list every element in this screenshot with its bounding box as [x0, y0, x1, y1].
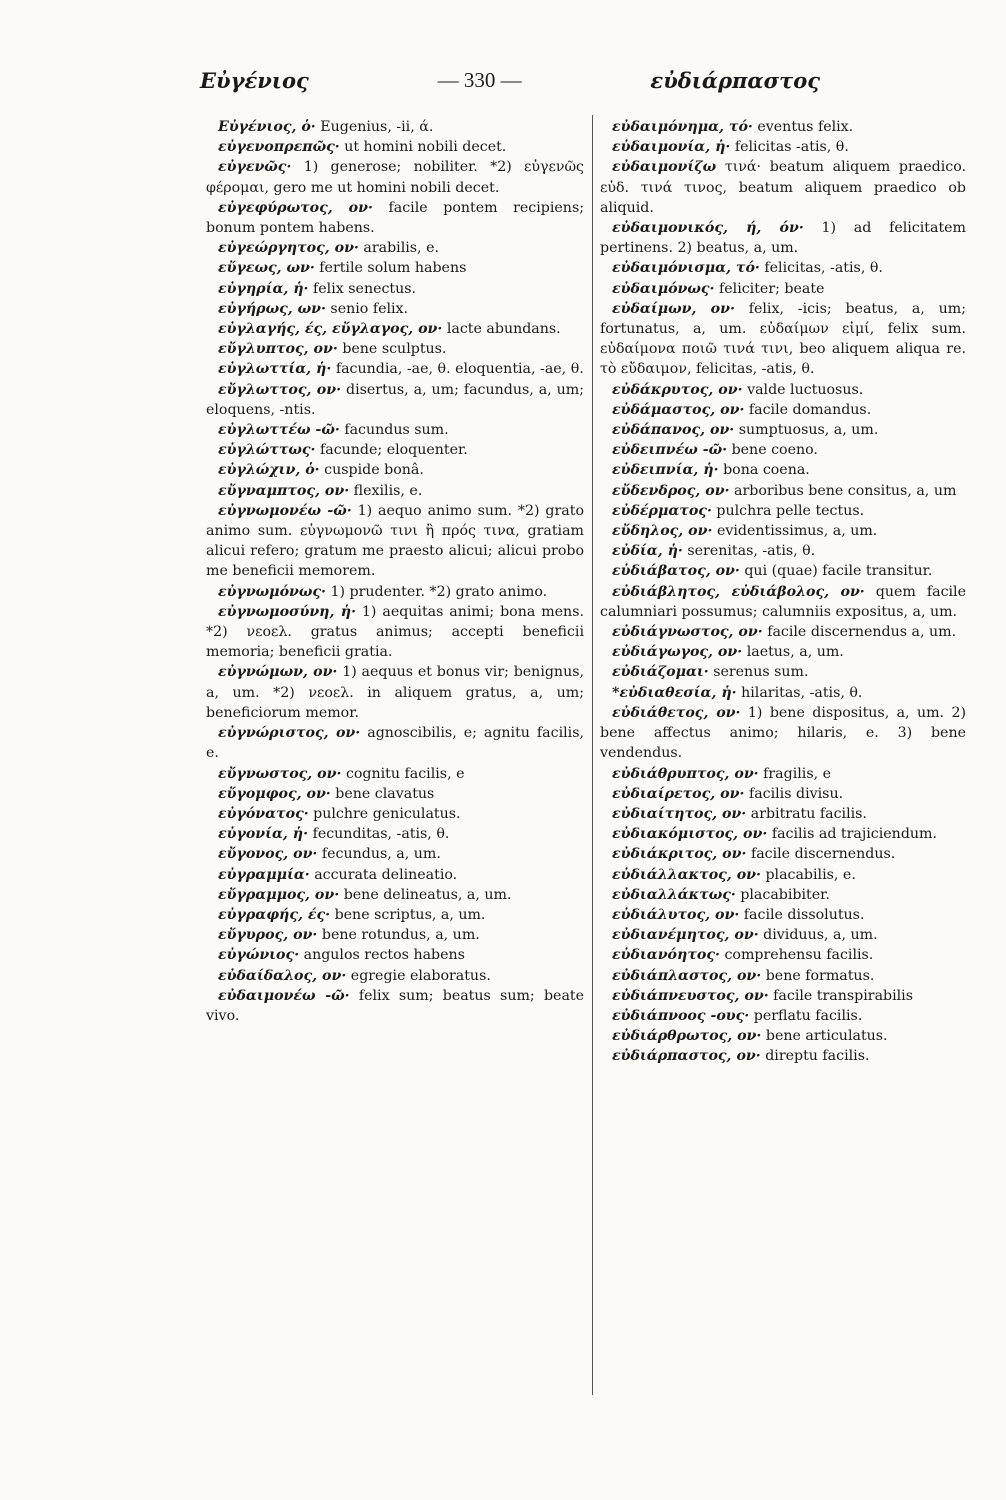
entry-definition: bene clavatus [335, 785, 435, 802]
entry-definition: angulos rectos habens [303, 947, 465, 964]
dictionary-entry [206, 582, 584, 602]
dictionary-entry [206, 844, 584, 864]
entry-headword: εὐδιαίρετος, ον· [612, 785, 745, 802]
entry-definition: bene rotundus, a, um. [321, 927, 480, 944]
dictionary-entry [600, 804, 966, 824]
entry-headword: εὔγεως, ων· [218, 260, 315, 277]
entry-definition: τινά· beatum aliquem praedico. εὐδ. τινά τινος, beatum aliquem praedico ob aliquid. [600, 159, 966, 216]
entry-headword: εὔδενδρος, ον· [612, 482, 730, 499]
entry-headword: εὐγεώργητος, ον· [218, 240, 359, 257]
entry-definition: arabilis, e. [363, 240, 439, 257]
entry-definition: quem facile calumniari possumus; calumniis expositus, a, um. [600, 583, 966, 620]
dictionary-entry [600, 157, 966, 218]
entry-definition: egregie elaboratus. [350, 967, 491, 984]
dictionary-entry [206, 440, 584, 460]
entry-headword: εὐγλωττέω -ῶ· [218, 422, 340, 439]
entry-definition: 1) generose; nobiliter. *2) εὐγενῶς φέρομαι, gero me ut homini nobili decet. [206, 159, 584, 196]
dictionary-entry [206, 764, 584, 784]
dictionary-entry [600, 279, 966, 299]
dictionary-entry [600, 1026, 966, 1046]
dictionary-entry [600, 865, 966, 885]
dictionary-entry [600, 1046, 966, 1066]
entry-definition: facile discernendus a, um. [767, 624, 957, 641]
dictionary-entry [206, 319, 584, 339]
entry-definition: bene formatus. [765, 967, 875, 984]
entry-headword: εὔγναμπτος, ον· [218, 482, 350, 499]
dictionary-entry [600, 925, 966, 945]
entry-headword: εὐδιάζομαι· [612, 664, 709, 681]
entry-headword: εὐδαιμόνημα, τό· [612, 119, 753, 135]
entry-definition: Eugenius, -ii, ά. [320, 119, 434, 135]
entry-headword: εὐδία, ἡ· [612, 543, 683, 560]
entry-headword: εὐδιανόητος· [612, 947, 720, 964]
entry-headword: εὔδηλος, ον· [612, 523, 713, 540]
entry-definition: facundia, -ae, θ. eloquentia, -ae, θ. [335, 361, 584, 378]
dictionary-entry [600, 622, 966, 642]
entry-headword: εὐγνώριστος, ον· [218, 725, 361, 742]
dictionary-entry [600, 460, 966, 480]
entry-definition: 1) bene dispositus, a, um. 2) bene affectus animo; hilaris, e. 3) bene vendendus. [600, 704, 966, 762]
entry-definition: 1) aequo animo sum. *2) grato animo sum. εὐγνωμονῶ τινι ἢ πρός τινα, gratiam alicui refero; gratum me praesto alicui; alicui probo me beneficii memorem. [206, 502, 584, 580]
entry-definition: serenitas, -atis, θ. [687, 543, 816, 560]
entry-headword: εὐδιάγνωστος, ον· [612, 624, 763, 641]
entry-definition: 1) prudenter. *2) grato animo. [330, 583, 548, 600]
entry-headword: εὐδειπνέω -ῶ· [612, 442, 728, 459]
entry-headword: εὐδιάρθρωτος, ον· [612, 1028, 762, 1045]
dictionary-entry [600, 683, 966, 703]
entry-headword: εὐγνωμόνως· [218, 583, 326, 600]
entry-definition: perflatu facilis. [753, 1007, 863, 1024]
dictionary-entry [600, 703, 966, 764]
header-right-word: εὐδιάρπαστος [650, 67, 820, 93]
dictionary-entry [206, 481, 584, 501]
entry-headword: εὐγλώττως· [218, 442, 316, 459]
entry-headword: εὔγλυπτος, ον· [218, 341, 338, 358]
dictionary-entry [206, 945, 584, 965]
dictionary-entry [600, 986, 966, 1006]
entry-definition: bona coena. [723, 462, 810, 479]
dictionary-entry [206, 784, 584, 804]
dictionary-entry [600, 521, 966, 541]
dictionary-entry [600, 844, 966, 864]
entry-definition: facile pontem recipiens; bonum pontem habens. [206, 199, 584, 237]
dictionary-entry [600, 420, 966, 440]
entry-definition: facile dissolutus. [743, 906, 865, 923]
entry-definition: fragilis, e [763, 765, 832, 782]
entry-headword: εὔγυρος, ον· [218, 927, 318, 944]
entry-headword: εὐδέρματος· [612, 502, 712, 519]
entry-headword: εὐδιάθρυπτος, ον· [612, 765, 759, 782]
entry-definition: disertus, a, um; facundus, a, um; eloquens, -ntis. [206, 381, 584, 418]
entry-headword: εὐδάπανος, ον· [612, 422, 735, 439]
dictionary-entry [600, 137, 966, 157]
entry-headword: εὐγενοπρεπῶς· [218, 139, 340, 156]
entry-headword: εὐδαιμονία, ἡ· [612, 139, 731, 156]
dictionary-entry [600, 501, 966, 521]
dictionary-entry [206, 723, 584, 763]
entry-headword: εὔγλωττος, ον· [218, 381, 342, 398]
dictionary-entry [206, 258, 584, 278]
entry-headword: εὐδαιμονίζω [612, 159, 717, 176]
entry-definition: facile domandus. [748, 401, 872, 418]
entry-definition: sumptuosus, a, um. [738, 422, 879, 439]
dictionary-entry [206, 501, 584, 582]
entry-definition: facilis ad trajiciendum. [771, 826, 937, 843]
entry-definition: bene coeno. [731, 442, 818, 459]
entry-definition: cognitu facilis, e [345, 765, 465, 782]
entry-definition: bene articulatus. [765, 1028, 888, 1045]
entry-headword: εὐδιάλλακτος, ον· [612, 866, 761, 883]
dictionary-entry [206, 117, 584, 137]
entry-headword: εὐδάκρυτος, ον· [612, 381, 743, 398]
entry-headword: εὐδιάπνοος -ους· [612, 1007, 750, 1024]
dictionary-entry [600, 662, 966, 682]
dictionary-entry [600, 824, 966, 844]
page-header [200, 62, 820, 98]
entry-headword: εὐδαίμων, ον· [612, 300, 735, 317]
dictionary-entry [600, 258, 966, 278]
entry-definition: dividuus, a, um. [763, 927, 878, 944]
entry-headword: εὐγεφύρωτος, ον· [218, 199, 373, 216]
entry-definition: placabibiter. [740, 886, 830, 903]
entry-definition: pulchre geniculatus. [313, 805, 461, 822]
dictionary-entry [206, 339, 584, 359]
entry-definition: feliciter; beate [719, 280, 825, 297]
entry-definition: fecundus, a, um. [321, 846, 441, 863]
entry-definition: facunde; eloquenter. [320, 442, 468, 459]
dictionary-entry [600, 784, 966, 804]
entry-headword: εὐγραμμία· [218, 866, 310, 883]
entry-definition: placabilis, e. [765, 866, 856, 883]
entry-definition: valde luctuosus. [747, 381, 864, 398]
entry-headword: *εὐδιαθεσία, ἡ· [612, 684, 737, 701]
entry-headword: εὐδιάπνευστος, ον· [612, 987, 769, 1004]
entry-headword: εὐγλωττία, ἡ· [218, 361, 332, 378]
entry-definition: cuspide bonâ. [324, 462, 424, 479]
entry-definition: eventus felix. [757, 119, 854, 135]
entry-definition: comprehensu facilis. [724, 947, 874, 964]
dictionary-entry [600, 481, 966, 501]
dictionary-entry [600, 582, 966, 622]
entry-definition: serenus sum. [713, 664, 809, 681]
dictionary-entry [206, 905, 584, 925]
entry-headword: εὐγώνιος· [218, 947, 300, 964]
entry-definition: flexilis, e. [353, 482, 423, 499]
entry-definition: felicitas, -atis, θ. [764, 260, 883, 277]
dictionary-entry [206, 198, 584, 238]
entry-definition: bene sculptus. [342, 341, 447, 358]
entry-headword: εὐγνωμοσύνη, ἡ· [218, 603, 357, 620]
entry-headword: εὐδάμαστος, ον· [612, 401, 745, 418]
entry-headword: εὐγονία, ἡ· [218, 826, 309, 843]
entry-headword: εὐγηρία, ἡ· [218, 280, 309, 297]
dictionary-entry [206, 359, 584, 379]
entry-headword: εὐδιακόμιστος, ον· [612, 826, 768, 843]
entry-headword: εὐδαιμονέω -ῶ· [218, 987, 350, 1004]
dictionary-entry [206, 865, 584, 885]
column-divider [592, 115, 593, 1395]
entry-definition: arboribus bene consitus, a, um [734, 482, 957, 499]
right-column [600, 117, 966, 1397]
entry-headword: εὐδιάρπαστος, ον· [612, 1048, 761, 1065]
entry-definition: 1) aequitas animi; bona mens. *2) νεοελ. gratus animus; accepti beneficii memoria; beneficii gratia. [206, 603, 584, 661]
entry-headword: εὐδειπνία, ἡ· [612, 462, 719, 479]
entry-headword: εὐγόνατος· [218, 805, 309, 822]
dictionary-entry [206, 279, 584, 299]
entry-definition: felix, -icis; beatus, a, um; fortunatus, a, um. εὐδαίμων εἰμί, felix sum. εὐδαίμονα ποιῶ τινά τινι, beo aliquem aliqua re. τὸ εὔδαιμον, felicitas, -atis, θ. [600, 300, 966, 378]
page-number: — 330 — [437, 67, 522, 92]
entry-headword: εὐδιανέμητος, ον· [612, 927, 759, 944]
entry-definition: 1) ad felicitatem pertinens. 2) beatus, a, um. [600, 220, 966, 257]
entry-headword: εὐγήρως, ων· [218, 300, 326, 317]
entry-headword: εὐδαίδαλος, ον· [218, 967, 347, 984]
dictionary-entry [600, 299, 966, 380]
dictionary-entry [600, 541, 966, 561]
dictionary-entry [600, 380, 966, 400]
left-column [206, 117, 584, 1397]
entry-headword: εὔγομφος, ον· [218, 785, 331, 802]
dictionary-entry [600, 642, 966, 662]
dictionary-entry [600, 764, 966, 784]
dictionary-entry [206, 925, 584, 945]
dictionary-entry [206, 662, 584, 723]
entry-headword: εὐδιάκριτος, ον· [612, 846, 747, 863]
dictionary-entry [600, 885, 966, 905]
entry-definition: fertile solum habens [319, 260, 467, 277]
entry-headword: εὐγραφής, ές· [218, 906, 331, 923]
entry-headword: Εὐγένιος, ὁ· [218, 119, 316, 135]
dictionary-entry [206, 420, 584, 440]
entry-headword: εὐδαιμόνισμα, τό· [612, 260, 760, 277]
entry-definition: accurata delineatio. [314, 866, 458, 883]
entry-definition: felix senectus. [313, 280, 417, 297]
entry-definition: senio felix. [330, 300, 409, 317]
entry-definition: facilis divisu. [748, 785, 844, 802]
entry-headword: εὐδαιμόνως· [612, 280, 715, 297]
dictionary-entry [206, 966, 584, 986]
entry-headword: εὔγνωστος, ον· [218, 765, 342, 782]
dictionary-entry [600, 1006, 966, 1026]
entry-headword: εὐδιαλλάκτως· [612, 886, 736, 903]
entry-headword: εὐδιάθετος, ον· [612, 704, 741, 721]
dictionary-entry [600, 400, 966, 420]
dictionary-entry [600, 945, 966, 965]
entry-definition: evidentissimus, a, um. [716, 523, 878, 540]
entry-headword: εὐγλαγής, ές, εὔγλαγος, ον· [218, 321, 443, 338]
dictionary-entry [600, 905, 966, 925]
entry-definition: facundus sum. [344, 422, 449, 439]
entry-definition: lacte abundans. [446, 321, 561, 338]
dictionary-entry [206, 602, 584, 663]
entry-headword: εὐδιάπλαστος, ον· [612, 967, 762, 984]
dictionary-entry [206, 986, 584, 1026]
entry-headword: εὐγνώμων, ον· [218, 664, 338, 681]
entry-definition: felix sum; beatus sum; beate vivo. [206, 987, 584, 1024]
header-left-word: Εὐγένιος [200, 67, 309, 93]
dictionary-entry [206, 804, 584, 824]
entry-headword: εὐγλώχιν, ὁ· [218, 462, 320, 479]
dictionary-entry [600, 440, 966, 460]
entry-headword: εὐδιάβατος, ον· [612, 563, 740, 580]
dictionary-entry [600, 561, 966, 581]
entry-definition: arbitratu facilis. [750, 805, 867, 822]
entry-definition: pulchra pelle tectus. [716, 502, 865, 519]
entry-definition: facile discernendus. [750, 846, 896, 863]
dictionary-entry [206, 299, 584, 319]
dictionary-entry [206, 157, 584, 197]
dictionary-entry [206, 824, 584, 844]
entry-definition: bene delineatus, a, um. [343, 886, 512, 903]
entry-definition: fecunditas, -atis, θ. [312, 826, 450, 843]
entry-headword: εὐγνωμονέω -ῶ· [218, 502, 352, 519]
entry-definition: bene scriptus, a, um. [334, 906, 486, 923]
entry-headword: εὔγραμμος, ον· [218, 886, 340, 903]
dictionary-entry [206, 380, 584, 420]
entry-headword: εὐδιάγωγος, ον· [612, 644, 743, 661]
dictionary-entry [206, 885, 584, 905]
dictionary-entry [600, 117, 966, 137]
entry-definition: ut homini nobili decet. [344, 139, 507, 156]
entry-headword: εὔγονος, ον· [218, 846, 318, 863]
dictionary-entry [206, 238, 584, 258]
entry-definition: facile transpirabilis [773, 987, 914, 1004]
entry-definition: felicitas -atis, θ. [734, 139, 849, 156]
dictionary-entry [206, 137, 584, 157]
entry-headword: εὐδαιμονικός, ή, όν· [612, 220, 804, 237]
entry-headword: εὐγενῶς· [218, 159, 292, 176]
dictionary-entry [600, 218, 966, 258]
entry-headword: εὐδιαίτητος, ον· [612, 805, 747, 822]
entry-definition: hilaritas, -atis, θ. [741, 684, 863, 701]
entry-definition: direptu facilis. [765, 1048, 870, 1065]
entry-definition: qui (quae) facile transitur. [744, 563, 933, 580]
entry-definition: 1) aequus et bonus vir; benignus, a, um. *2) νεοελ. in aliquem gratus, a, um; beneficiorum memor. [206, 664, 584, 721]
entry-definition: agnoscibilis, e; agnitu facilis, e. [206, 725, 584, 762]
entry-headword: εὐδιάβλητος, εὐδιάβολος, ον· [612, 583, 865, 600]
entry-headword: εὐδιάλυτος, ον· [612, 906, 740, 923]
dictionary-entry [600, 966, 966, 986]
entry-definition: laetus, a, um. [746, 644, 844, 661]
dictionary-entry [206, 460, 584, 480]
